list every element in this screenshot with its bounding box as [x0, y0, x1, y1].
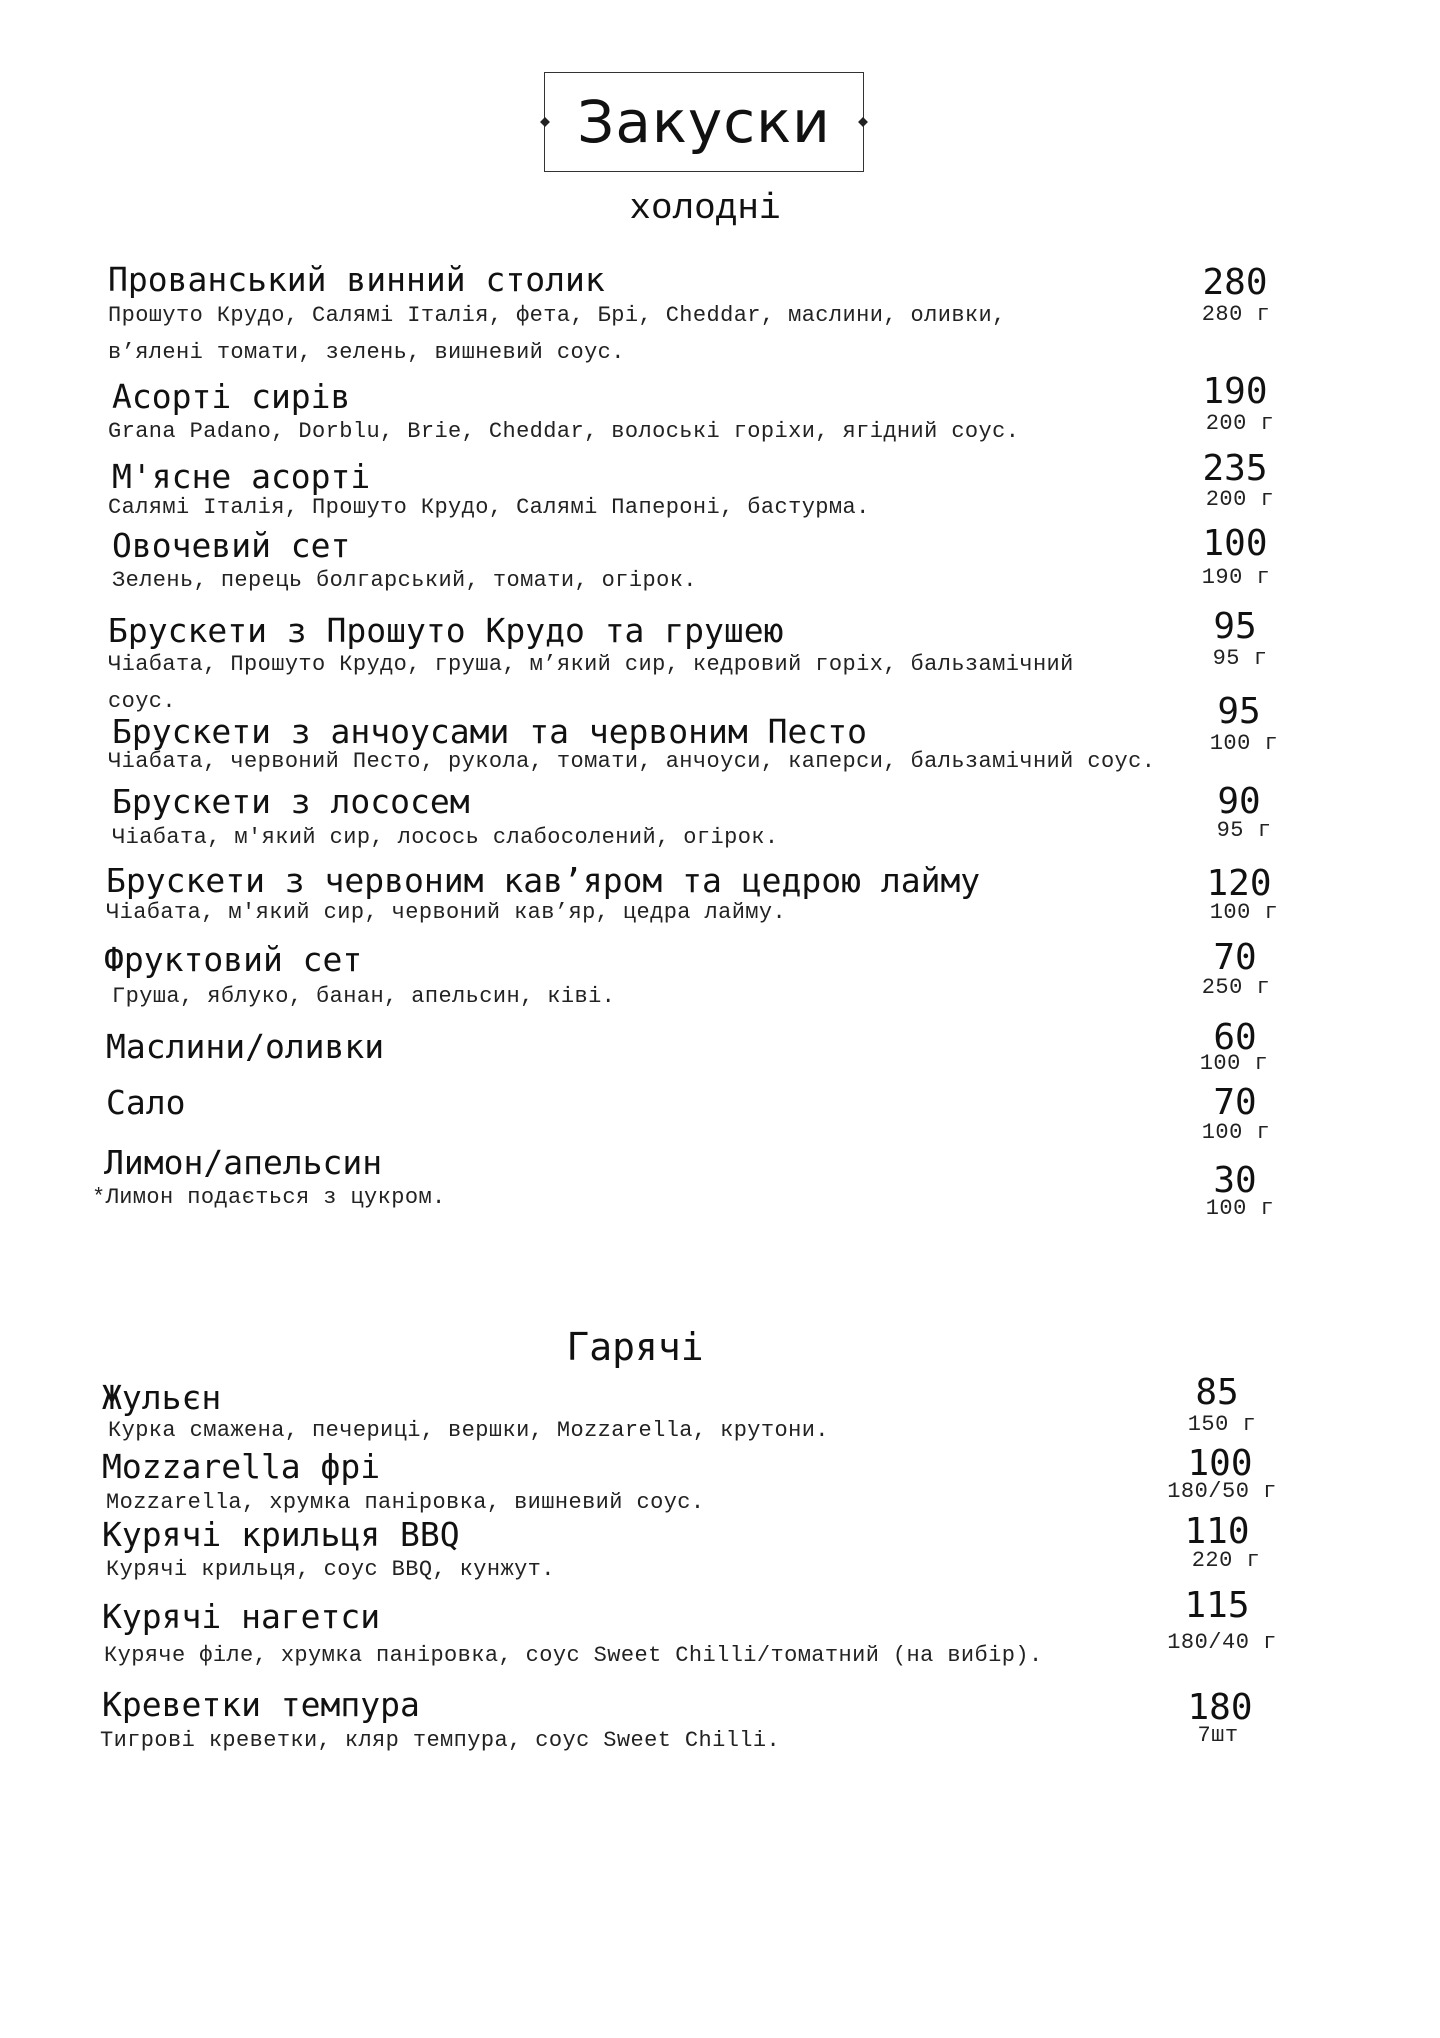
menu-item-description: Чіабата, м'який сир, лосось слабосолений, огірок. [112, 825, 779, 850]
menu-item-name: Прованський винний столик [108, 260, 605, 299]
menu-item-description: Чіабата, м'який сир, червоний кав’яр, цедра лайму. [106, 900, 787, 925]
menu-item-name: Брускети з анчоусами та червоним Песто [112, 712, 867, 751]
menu-item-weight: 180/40 г [1167, 1630, 1277, 1655]
menu-item-description: Салямі Італія, Прошуто Крудо, Салямі Папероні, бастурма. [108, 495, 870, 520]
menu-item-price: 235 [1202, 448, 1268, 489]
menu-item-price: 115 [1184, 1585, 1250, 1626]
menu-item-price: 95 [1217, 691, 1261, 732]
title-frame [544, 72, 864, 172]
menu-item-name: Овочевий сет [112, 526, 351, 565]
menu-item-price: 30 [1213, 1160, 1257, 1201]
menu-item-price: 180 [1187, 1687, 1253, 1728]
menu-item-price: 100 [1187, 1443, 1253, 1484]
menu-item-description: Чіабата, червоний Песто, рукола, томати, анчоуси, каперси, бальзамічний соус. [108, 749, 1156, 774]
menu-item-weight: 220 г [1191, 1548, 1261, 1573]
menu-item-name: Брускети з лососем [112, 782, 470, 821]
menu-item-price: 60 [1213, 1017, 1257, 1058]
menu-item-description: Куряче філе, хрумка паніровка, соус Sweet Chilli/томатний (на вибір). [104, 1643, 1043, 1668]
menu-item-price: 70 [1213, 1082, 1257, 1123]
hot-section-heading: Гарячі [566, 1325, 704, 1369]
menu-item-name: Курячі нагетси [102, 1597, 381, 1636]
menu-item-weight: 180/50 г [1167, 1479, 1277, 1504]
menu-item-weight: 280 г [1201, 302, 1271, 327]
menu-item-description: Курка смажена, печериці, вершки, Mozzarella, крутони. [108, 1418, 829, 1443]
menu-item-description: Груша, яблуко, банан, апельсин, ківі. [112, 984, 616, 1009]
menu-item-name: Лимон/апельсин [104, 1143, 383, 1182]
menu-item-price: 85 [1195, 1372, 1239, 1413]
menu-item-name: Сало [106, 1083, 186, 1122]
menu-item-weight: 250 г [1201, 975, 1271, 1000]
menu-item-price: 100 [1202, 523, 1268, 564]
menu-item-description: Тигрові креветки, кляр темпура, соус Sweet Chilli. [100, 1728, 781, 1753]
menu-item-price: 110 [1184, 1511, 1250, 1552]
menu-item-price: 95 [1213, 606, 1257, 647]
menu-item-weight: 200 г [1205, 487, 1275, 512]
menu-item-name: Брускети з червоним кав’яром та цедрою лайму [106, 861, 981, 900]
menu-item-weight: 100 г [1209, 900, 1279, 925]
menu-item-weight: 95 г [1216, 818, 1272, 843]
frame-diamond-right [858, 117, 868, 127]
page-title: Закуски [577, 88, 831, 156]
menu-item-weight: 100 г [1201, 1120, 1271, 1145]
menu-item-name: Асорті сирів [112, 377, 351, 416]
menu-item-description: Mozzarella, хрумка паніровка, вишневий соус. [106, 1490, 705, 1515]
menu-item-weight: 200 г [1205, 411, 1275, 436]
menu-item-price: 70 [1213, 937, 1257, 978]
menu-item-weight: 100 г [1209, 731, 1279, 756]
frame-diamond-left [540, 117, 550, 127]
cold-section-subtitle: холодні [629, 188, 781, 229]
menu-item-name: Креветки темпура [102, 1685, 420, 1724]
menu-item-name: Курячі крильця BBQ [102, 1515, 460, 1554]
menu-item-description: *Лимон подається з цукром. [92, 1185, 446, 1210]
menu-item-description-continued: в’ялені томати, зелень, вишневий соус. [108, 340, 625, 365]
menu-item-price: 90 [1217, 781, 1261, 822]
menu-item-weight: 95 г [1212, 646, 1268, 671]
menu-item-name: Брускети з Прошуто Крудо та грушею [108, 611, 784, 650]
menu-item-price: 190 [1202, 371, 1268, 412]
menu-item-weight: 7шт [1197, 1723, 1239, 1748]
menu-item-description: Grana Padano, Dorblu, Brie, Cheddar, волоські горіхи, ягідний соус. [108, 419, 1020, 444]
menu-item-weight: 100 г [1205, 1196, 1275, 1221]
menu-item-price: 280 [1202, 262, 1268, 303]
menu-item-name: Фруктовий сет [104, 940, 363, 979]
menu-item-weight: 190 г [1201, 565, 1271, 590]
menu-item-name: Маслини/оливки [106, 1027, 385, 1066]
menu-item-description: Курячі крильця, соус BBQ, кунжут. [106, 1557, 555, 1582]
menu-item-name: М'ясне асорті [112, 457, 371, 496]
menu-item-weight: 150 г [1187, 1412, 1257, 1437]
menu-item-weight: 100 г [1199, 1051, 1269, 1076]
menu-item-description: Зелень, перець болгарський, томати, огірок. [112, 568, 697, 593]
menu-item-description-continued: соус. [108, 689, 177, 714]
menu-item-name: Жульєн [102, 1378, 222, 1417]
menu-item-description: Прошуто Крудо, Салямі Італія, фета, Брі, Cheddar, маслини, оливки, [108, 303, 1006, 328]
menu-item-price: 120 [1206, 863, 1272, 904]
menu-item-name: Mozzarella фрі [102, 1447, 381, 1486]
menu-item-description: Чіабата, Прошуто Крудо, груша, м’який сир, кедровий горіх, бальзамічний [108, 652, 1074, 677]
